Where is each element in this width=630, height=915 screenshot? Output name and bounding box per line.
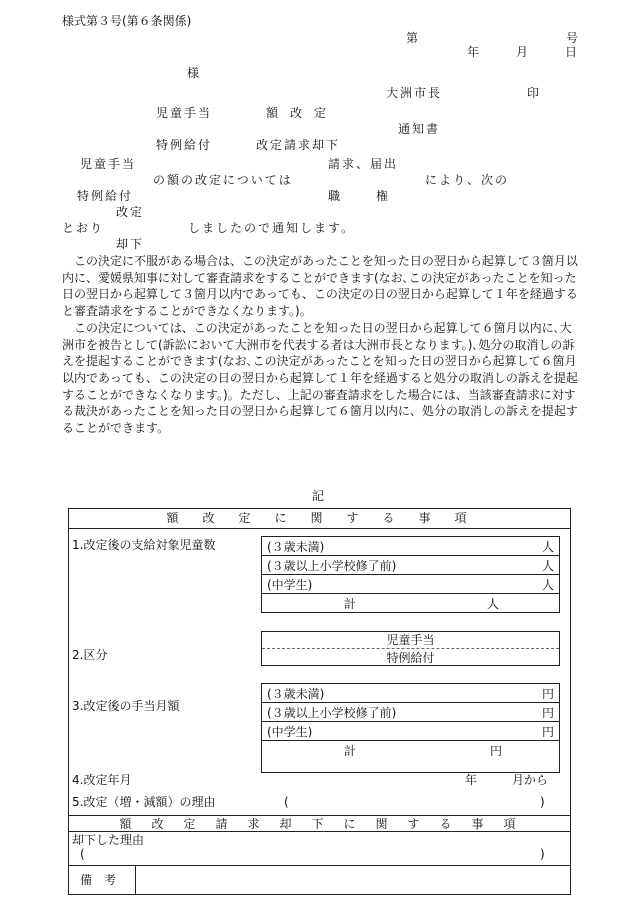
issuer-name: 大洲市長 [386, 86, 443, 100]
item4-label: 4.改定年月 [72, 773, 132, 787]
item2-label: 2.区分 [72, 648, 108, 662]
item3-row-middle: (中学生) [267, 725, 313, 739]
item1-unit-1: 人 [542, 540, 555, 554]
notice-paragraphs [62, 253, 578, 437]
item5-paren-open: ( [284, 795, 289, 809]
number-prefix: 第 [406, 31, 419, 45]
body-prefix: とおり [62, 221, 105, 235]
number-suffix: 号 [566, 31, 579, 45]
addressee-suffix: 様 [187, 66, 200, 80]
body-about: の額の改定については [153, 173, 293, 187]
item1-row-preschool: (３歳以上小学校修了前) [267, 559, 397, 573]
item3-total-unit: 円 [490, 744, 503, 758]
item4-month-from: 月から [512, 773, 549, 787]
item3-row-preschool: (３歳以上小学校修了前) [267, 706, 397, 720]
body-following: により、次の [425, 173, 510, 187]
item2-option-allowance: 児童手当 [386, 633, 435, 647]
item1-row-under3: (３歳未満) [267, 540, 325, 554]
title-notice: 通知書 [398, 122, 441, 136]
paragraph-lawsuit: この決定については、この決定があったことを知った日の翌日から起算して６箇月以内に､大洲市を被告として(訴訟において大洲市を代表する者は大洲市長となります。)､処分の取消しの訴えを提起することができます(なお､この決定があったことを知った日の翌日から起算して６箇月以内であっても、この決定の日の翌日から起算して１年を経過すると処分の取消しの訴えを提起することができなくなります。)。ただし、上記の審査請求をした場合には、当該審査請求に対する裁決があったことを知った日の翌日から起算して６箇月以内に、処分の取消しの訴えを提起することができます。 [62, 320, 578, 436]
date-month: 月 [516, 45, 529, 59]
ki-mark: 記 [312, 489, 325, 503]
title-allowance-2: 特例給付 [156, 138, 213, 152]
reject-label: 却下した理由 [72, 833, 145, 847]
remarks-label: 備 考 [80, 873, 117, 887]
table-header-revision: 額 改 定 に 関 す る 事 項 [166, 511, 473, 525]
item5-label: 5.改定（増・減額）の理由 [72, 795, 216, 809]
item3-row-under3: (３歳未満) [267, 687, 325, 701]
date-year: 年 [467, 45, 480, 59]
item2-option-special: 特例給付 [386, 651, 435, 665]
item5-paren-close: ) [540, 795, 545, 809]
item1-row-middle: (中学生) [267, 578, 313, 592]
title-action-2: 改定請求却下 [256, 138, 341, 152]
body-allowance-1: 児童手当 [80, 157, 137, 171]
paragraph-appeal: この決定に不服がある場合は、この決定があったことを知った日の翌日から起算して３箇月以内に、愛媛県知事に対して審査請求をすることができます(なお､この決定があったことを知った日の翌日から起算して３箇月以内であっても、この決定の日の翌日から起算して１年を経過すると審査請求をすることができなくなります。)。 [62, 254, 578, 319]
item3-unit-3: 円 [542, 725, 555, 739]
item3-total-label: 計 [344, 744, 357, 758]
reject-paren-close: ) [540, 847, 545, 861]
body-outcome-1: 改定 [116, 205, 145, 219]
body-allowance-2: 特例給付 [77, 189, 134, 203]
seal-mark: 印 [527, 86, 540, 100]
body-outcome-2: 却下 [116, 237, 145, 251]
item3-unit-1: 円 [542, 687, 555, 701]
item3-label: 3.改定後の手当月額 [72, 699, 180, 713]
item1-unit-3: 人 [542, 578, 555, 592]
item3-unit-2: 円 [542, 706, 555, 720]
item1-unit-2: 人 [542, 559, 555, 573]
date-day: 日 [565, 45, 578, 59]
body-reason-1: 請求、届出 [328, 157, 399, 171]
title-action-1: 額 改 定 [266, 106, 327, 120]
item1-label: 1.改定後の支給対象児童数 [72, 538, 216, 552]
item1-total-label: 計 [344, 597, 357, 611]
reject-paren-open: ( [80, 847, 85, 861]
body-reason-2: 職 権 [328, 189, 389, 203]
item4-year: 年 [465, 773, 478, 787]
body-suffix: しましたので通知します。 [188, 221, 356, 235]
title-allowance-1: 児童手当 [156, 106, 213, 120]
form-label: 様式第３号(第６条関係) [62, 14, 192, 28]
table-header-rejection: 額 改 定 請 求 却 下 に 関 す る 事 項 [119, 817, 520, 831]
item1-total-unit: 人 [487, 597, 500, 611]
